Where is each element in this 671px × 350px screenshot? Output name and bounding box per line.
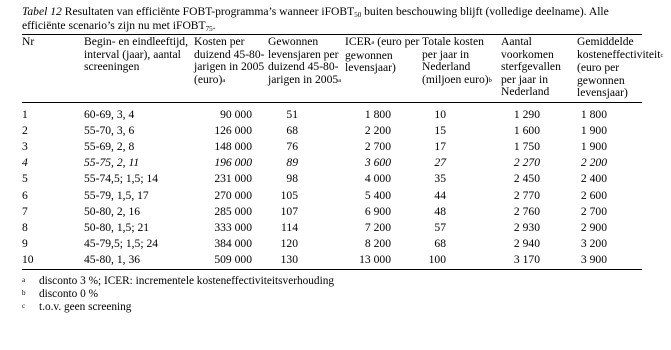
header-avg-cost-effectiveness <box>577 35 664 103</box>
table-row <box>22 236 642 252</box>
cell-nr: 9 <box>22 237 28 251</box>
cell-total-cost-value: 57 <box>434 220 446 234</box>
cell-cost-value: 384 000 <box>214 237 252 251</box>
cell-deaths-prevented-value: 3 170 <box>513 253 540 267</box>
cell-icer-value: 7 200 <box>364 220 391 234</box>
cell-strategy: 55-74,5; 1,5; 14 <box>84 172 159 186</box>
footnote <box>22 288 642 301</box>
cell-cost <box>194 171 268 187</box>
cell-avg-cost-effectiveness <box>577 155 642 171</box>
header-icer-footnote-mark: a <box>371 39 375 46</box>
cell-icer <box>345 139 422 155</box>
cell-total-cost-value: 100 <box>428 253 446 267</box>
table-row <box>22 102 642 123</box>
cell-icer-value: 4 000 <box>364 172 391 186</box>
cell-icer <box>345 236 422 252</box>
document <box>22 5 664 314</box>
cell-nr: 2 <box>22 123 28 137</box>
cell-cost-value: 285 000 <box>214 204 252 218</box>
results-table <box>22 34 664 270</box>
cell-deaths-prevented-value: 2 930 <box>513 220 540 234</box>
cell-cost-value: 333 000 <box>214 220 252 234</box>
cell-avg-cost-effectiveness <box>577 252 642 269</box>
cell-cost <box>194 236 268 252</box>
cell-deaths-prevented-value: 2 270 <box>513 156 540 170</box>
cell-deaths-prevented <box>501 220 577 236</box>
cell-total-cost-value: 10 <box>434 107 446 121</box>
cell-total-cost <box>422 171 501 187</box>
header-deaths-prevented: Aantal voorkomen sterfgevallen per jaar in Nederland <box>501 35 561 98</box>
cell-life-years <box>268 188 345 204</box>
cell-cost <box>194 220 268 236</box>
header-life-text: Gewonnen levensjaren per duizend 45-80-jarigen in 2005 <box>268 35 339 86</box>
cell-cost-value: 509 000 <box>214 253 252 267</box>
cell-nr: 1 <box>22 107 28 121</box>
header-nr: Nr <box>22 35 35 48</box>
cell-life-years <box>268 139 345 155</box>
table-row <box>22 188 642 204</box>
cell-cost-value: 270 000 <box>214 188 252 202</box>
cell-cost-value: 148 000 <box>214 139 252 153</box>
cell-strategy: 55-70, 3, 6 <box>84 123 135 137</box>
cell-icer <box>345 252 422 269</box>
cell-deaths-prevented-value: 2 450 <box>513 172 540 186</box>
cell-deaths-prevented <box>501 123 577 139</box>
cell-strategy: 60-69, 3, 4 <box>84 107 135 121</box>
table-header-row <box>22 35 642 103</box>
cell-avg-cost-effectiveness-value: 1 900 <box>580 123 607 137</box>
footnote-text: disconto 3 %; ICER: incrementele kosteneffectiviteitsverhouding <box>39 274 335 287</box>
cell-avg-cost-effectiveness-value: 1 800 <box>580 107 607 121</box>
cell-deaths-prevented <box>501 188 577 204</box>
cell-nr: 10 <box>22 253 34 267</box>
cell-life-years-value: 51 <box>286 107 298 121</box>
cell-life-years-value: 107 <box>280 204 298 218</box>
cell-strategy: 45-80, 1, 36 <box>84 253 141 267</box>
cell-total-cost-value: 48 <box>434 204 446 218</box>
header-avg-text: Gemiddelde kosteneffectiviteit <box>577 35 661 61</box>
cell-avg-cost-effectiveness <box>577 236 642 252</box>
cell-deaths-prevented <box>501 139 577 155</box>
header-icer-text: ICER <box>345 35 372 48</box>
cell-nr: 5 <box>22 172 28 186</box>
cell-avg-cost-effectiveness <box>577 220 642 236</box>
cell-icer-value: 2 200 <box>364 123 391 137</box>
cell-cost <box>194 102 268 123</box>
cell-deaths-prevented-value: 1 290 <box>513 107 540 121</box>
cell-icer <box>345 171 422 187</box>
cell-strategy: 45-79,5; 1,5; 24 <box>84 237 159 251</box>
cell-total-cost-value: 15 <box>434 123 446 137</box>
cell-life-years-value: 68 <box>286 123 298 137</box>
cell-deaths-prevented <box>501 236 577 252</box>
header-icer-unit: (euro per gewonnen levensjaar) <box>345 35 420 74</box>
cell-strategy: 50-80, 2, 16 <box>84 204 141 218</box>
cell-strategy: 55-69, 2, 8 <box>84 139 135 153</box>
header-cost-footnote-mark: a <box>222 76 226 84</box>
cell-total-cost <box>422 155 501 171</box>
cell-avg-cost-effectiveness-value: 2 400 <box>580 172 607 186</box>
cell-icer <box>345 155 422 171</box>
header-life-footnote-mark: a <box>338 76 342 84</box>
cell-life-years <box>268 252 345 269</box>
cell-total-cost-value: 44 <box>434 188 446 202</box>
cell-total-cost <box>422 102 501 123</box>
table-row <box>22 204 642 220</box>
cell-life-years-value: 89 <box>286 156 298 170</box>
cell-deaths-prevented-value: 1 600 <box>513 123 540 137</box>
cell-deaths-prevented <box>501 171 577 187</box>
table-row <box>22 220 642 236</box>
cell-deaths-prevented <box>501 155 577 171</box>
cell-avg-cost-effectiveness <box>577 123 642 139</box>
cell-avg-cost-effectiveness <box>577 171 642 187</box>
header-life-years <box>268 35 345 103</box>
footnote-mark: a <box>22 275 26 284</box>
footnote-mark: c <box>22 301 26 310</box>
table-row <box>22 139 642 155</box>
cell-total-cost <box>422 220 501 236</box>
cell-life-years <box>268 102 345 123</box>
cell-cost <box>194 123 268 139</box>
cell-life-years <box>268 123 345 139</box>
cell-cost <box>194 155 268 171</box>
header-total-footnote-mark: b <box>488 76 492 84</box>
footnote-mark: b <box>22 288 26 297</box>
cell-total-cost-value: 27 <box>434 156 446 170</box>
table-row <box>22 155 642 171</box>
cell-life-years <box>268 155 345 171</box>
cell-total-cost-value: 68 <box>434 237 446 251</box>
cell-deaths-prevented <box>501 204 577 220</box>
cell-icer-value: 3 600 <box>364 156 391 170</box>
cell-icer <box>345 204 422 220</box>
cell-life-years-value: 120 <box>280 237 298 251</box>
cell-icer-value: 5 400 <box>364 188 391 202</box>
header-cost <box>194 35 268 103</box>
header-strategy: Begin- en eindleeftijd, interval (jaar), aantal screeningen <box>84 35 188 73</box>
cell-icer-value: 13 000 <box>359 253 391 267</box>
caption-subscript-1: 50 <box>354 11 362 19</box>
cell-nr: 8 <box>22 220 28 234</box>
cell-life-years-value: 130 <box>280 253 298 267</box>
table-row <box>22 123 642 139</box>
header-total-text: Totale kosten per jaar in Nederland (miljoen euro) <box>422 35 489 86</box>
cell-icer-value: 2 700 <box>364 139 391 153</box>
header-avg-footnote-mark: c <box>660 51 664 59</box>
cell-total-cost <box>422 252 501 269</box>
cell-avg-cost-effectiveness-value: 3 900 <box>580 253 607 267</box>
cell-deaths-prevented <box>501 102 577 123</box>
cell-total-cost-value: 35 <box>434 172 446 186</box>
cell-strategy: 55-79, 1,5, 17 <box>84 188 149 202</box>
cell-icer <box>345 188 422 204</box>
cell-life-years-value: 98 <box>286 172 298 186</box>
cell-avg-cost-effectiveness-value: 2 700 <box>580 204 607 218</box>
cell-total-cost-value: 17 <box>434 139 446 153</box>
cell-life-years <box>268 220 345 236</box>
cell-total-cost <box>422 123 501 139</box>
table-row <box>22 171 642 187</box>
cell-icer-value: 1 800 <box>364 107 391 121</box>
cell-total-cost <box>422 188 501 204</box>
cell-total-cost <box>422 139 501 155</box>
cell-avg-cost-effectiveness-value: 1 900 <box>580 139 607 153</box>
cell-life-years <box>268 171 345 187</box>
table-caption <box>22 5 642 34</box>
header-avg-unit: (euro per gewonnen levensjaar) <box>577 61 628 99</box>
footnote-text: t.o.v. geen screening <box>39 300 132 313</box>
cell-deaths-prevented-value: 2 940 <box>513 237 540 251</box>
cell-avg-cost-effectiveness <box>577 188 642 204</box>
footnote <box>22 301 642 314</box>
caption-text-1: Resultaten van efficiënte FOBT-programma’s wanneer iFOBT <box>64 5 355 18</box>
cell-total-cost <box>422 236 501 252</box>
cell-life-years <box>268 236 345 252</box>
cell-strategy: 50-80, 1,5; 21 <box>84 220 150 234</box>
cell-avg-cost-effectiveness-value: 2 200 <box>580 156 607 170</box>
table-row <box>22 252 642 269</box>
cell-icer-value: 8 200 <box>364 237 391 251</box>
cell-icer <box>345 102 422 123</box>
cell-cost-value: 196 000 <box>214 156 252 170</box>
cell-icer <box>345 220 422 236</box>
table-body <box>22 102 642 269</box>
cell-nr: 4 <box>22 156 28 170</box>
cell-nr: 6 <box>22 188 28 202</box>
cell-nr: 3 <box>22 139 28 153</box>
cell-life-years-value: 76 <box>286 139 298 153</box>
cell-total-cost <box>422 204 501 220</box>
cell-deaths-prevented-value: 2 760 <box>513 204 540 218</box>
cell-cost-value: 126 000 <box>214 123 252 137</box>
cell-nr: 7 <box>22 204 28 218</box>
cell-avg-cost-effectiveness <box>577 204 642 220</box>
cell-cost-value: 90 000 <box>220 107 252 121</box>
cell-avg-cost-effectiveness-value: 2 900 <box>580 220 607 234</box>
cell-life-years-value: 114 <box>281 220 298 234</box>
caption-text-3: . <box>212 19 216 32</box>
cell-deaths-prevented-value: 1 750 <box>513 139 540 153</box>
cell-deaths-prevented <box>501 252 577 269</box>
cell-cost-value: 231 000 <box>214 172 252 186</box>
header-icer <box>345 35 422 103</box>
cell-life-years <box>268 204 345 220</box>
cell-icer-value: 6 900 <box>364 204 391 218</box>
cell-strategy: 55-75, 2, 11 <box>84 156 140 170</box>
table-label: Tabel 12 <box>22 5 62 18</box>
caption-subscript-2: 75 <box>205 25 213 33</box>
header-total-cost <box>422 35 501 103</box>
footnotes <box>22 275 642 315</box>
cell-cost <box>194 204 268 220</box>
cell-cost <box>194 139 268 155</box>
cell-cost <box>194 188 268 204</box>
cell-avg-cost-effectiveness <box>577 139 642 155</box>
cell-avg-cost-effectiveness-value: 3 200 <box>580 237 607 251</box>
footnote <box>22 275 642 288</box>
cell-avg-cost-effectiveness-value: 2 600 <box>580 188 607 202</box>
cell-cost <box>194 252 268 269</box>
cell-deaths-prevented-value: 2 770 <box>513 188 540 202</box>
header-cost-text: Kosten per duizend 45-80-jarigen in 2005 (euro) <box>194 35 265 86</box>
footnote-text: disconto 0 % <box>39 287 98 300</box>
caption-text-2: buiten beschouwing blijft (volledige deelname). Alle efficiënte scenario’s zijn nu met iFOBT <box>22 5 609 32</box>
cell-life-years-value: 105 <box>280 188 298 202</box>
cell-icer <box>345 123 422 139</box>
cell-avg-cost-effectiveness <box>577 102 642 123</box>
